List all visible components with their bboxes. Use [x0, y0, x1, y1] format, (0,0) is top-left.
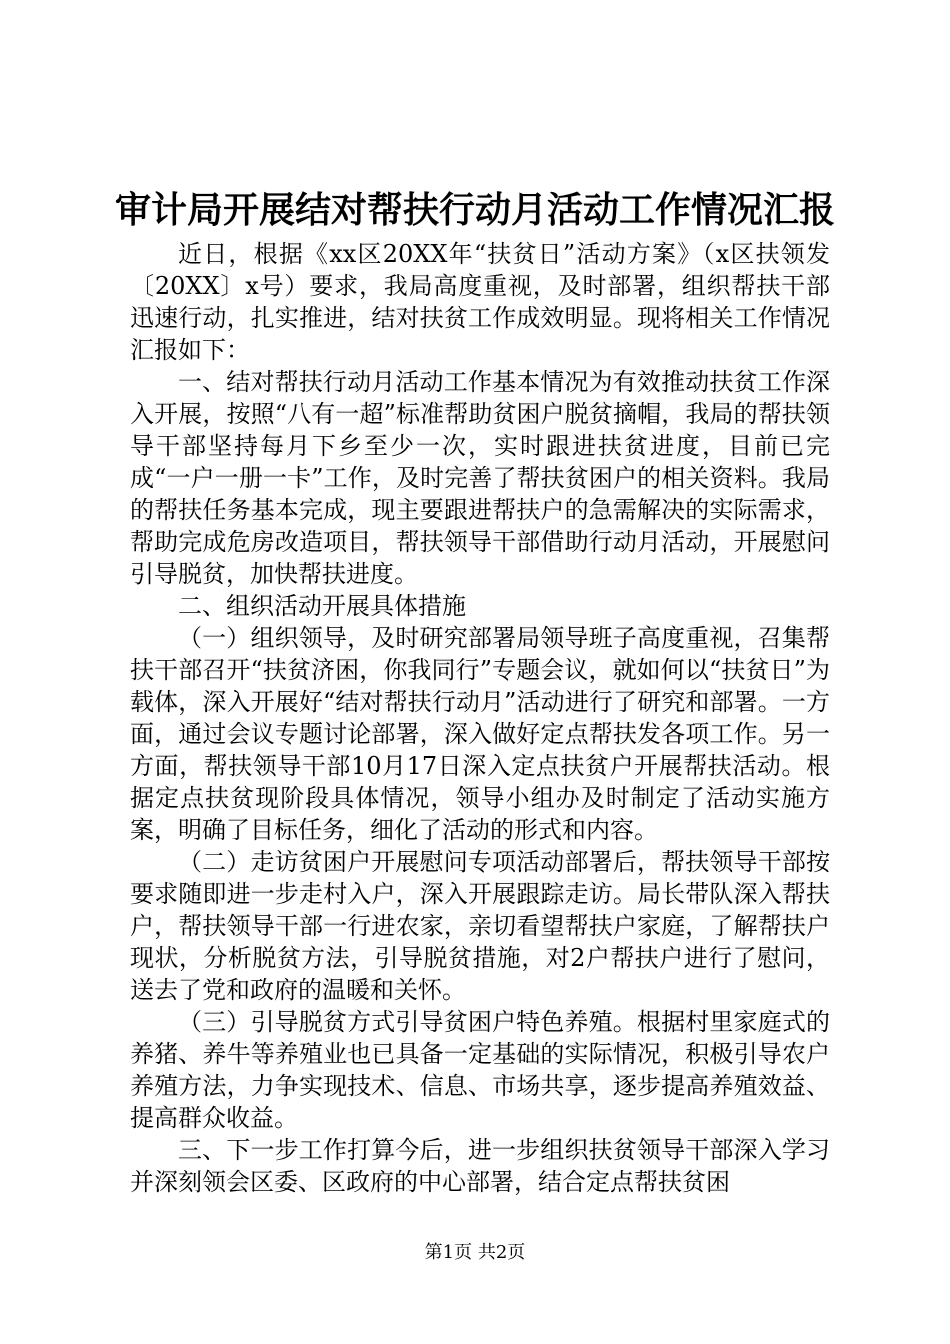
paragraph-section-2-item-2: （二）走访贫困户开展慰问专项活动部署后，帮扶领导干部按要求随即进一步走村入户，深入开展跟踪走访。局长带队深入帮扶户，帮扶领导干部一行进农家，亲切看望帮扶户家庭，了解帮扶户现状，分析脱贫方法，引导脱贫措施，对2户帮扶户进行了慰问，送去了党和政府的温暖和关怀。	[130, 848, 830, 1004]
paragraph-section-2-item-3: （三）引导脱贫方式引导贫困户特色养殖。根据村里家庭式的养猪、养牛等养殖业也已具备一定基础的实际情况，积极引导农户养殖方法，力争实现技术、信息、市场共享，逐步提高养殖效益、提高群众收益。	[130, 1008, 830, 1132]
paragraph-section-1: 一、结对帮扶行动月活动工作基本情况为有效推动扶贫工作深入开展，按照“八有一超”标准帮助贫困户脱贫摘帽，我局的帮扶领导干部坚持每月下乡至少一次，实时跟进扶贫进度，目前已完成“一户一册一卡”工作，及时完善了帮扶贫困户的相关资料。我局的帮扶任务基本完成，现主要跟进帮扶户的急需解决的实际需求，帮助完成危房改造项目，帮扶领导干部借助行动月活动，开展慰问引导脱贫，加快帮扶进度。	[130, 368, 830, 588]
paragraph-section-2-heading: 二、组织活动开展具体措施	[178, 592, 466, 620]
document-body	[130, 238, 830, 1198]
paragraph-section-3: 三、下一步工作打算今后，进一步组织扶贫领导干部深入学习并深刻领会区委、区政府的中心部署，结合定点帮扶贫困	[130, 1136, 830, 1196]
page-number-footer: 第1页 共2页	[424, 1242, 526, 1263]
paragraph-section-2-item-1: （一）组织领导，及时研究部署局领导班子高度重视，召集帮扶干部召开“扶贫济困，你我同行”专题会议，就如何以“扶贫日”为载体，深入开展好“结对帮扶行动月”活动进行了研究和部署。一方面，通过会议专题讨论部署，深入做好定点帮扶发各项工作。另一方面，帮扶领导干部10月17日深入定点扶贫户开展帮扶活动。根据定点扶贫现阶段具体情况，领导小组办及时制定了活动实施方案，明确了目标任务，细化了活动的形式和内容。	[130, 624, 830, 844]
document-title: 审计局开展结对帮扶行动月活动工作情况汇报	[114, 189, 835, 231]
paragraph-intro: 近日，根据《xx区20XX年“扶贫日”活动方案》（x区扶领发〔20XX〕x号）要求，我局高度重视，及时部署，组织帮扶干部迅速行动，扎实推进，结对扶贫工作成效明显。现将相关工作情况汇报如下：	[130, 240, 830, 364]
